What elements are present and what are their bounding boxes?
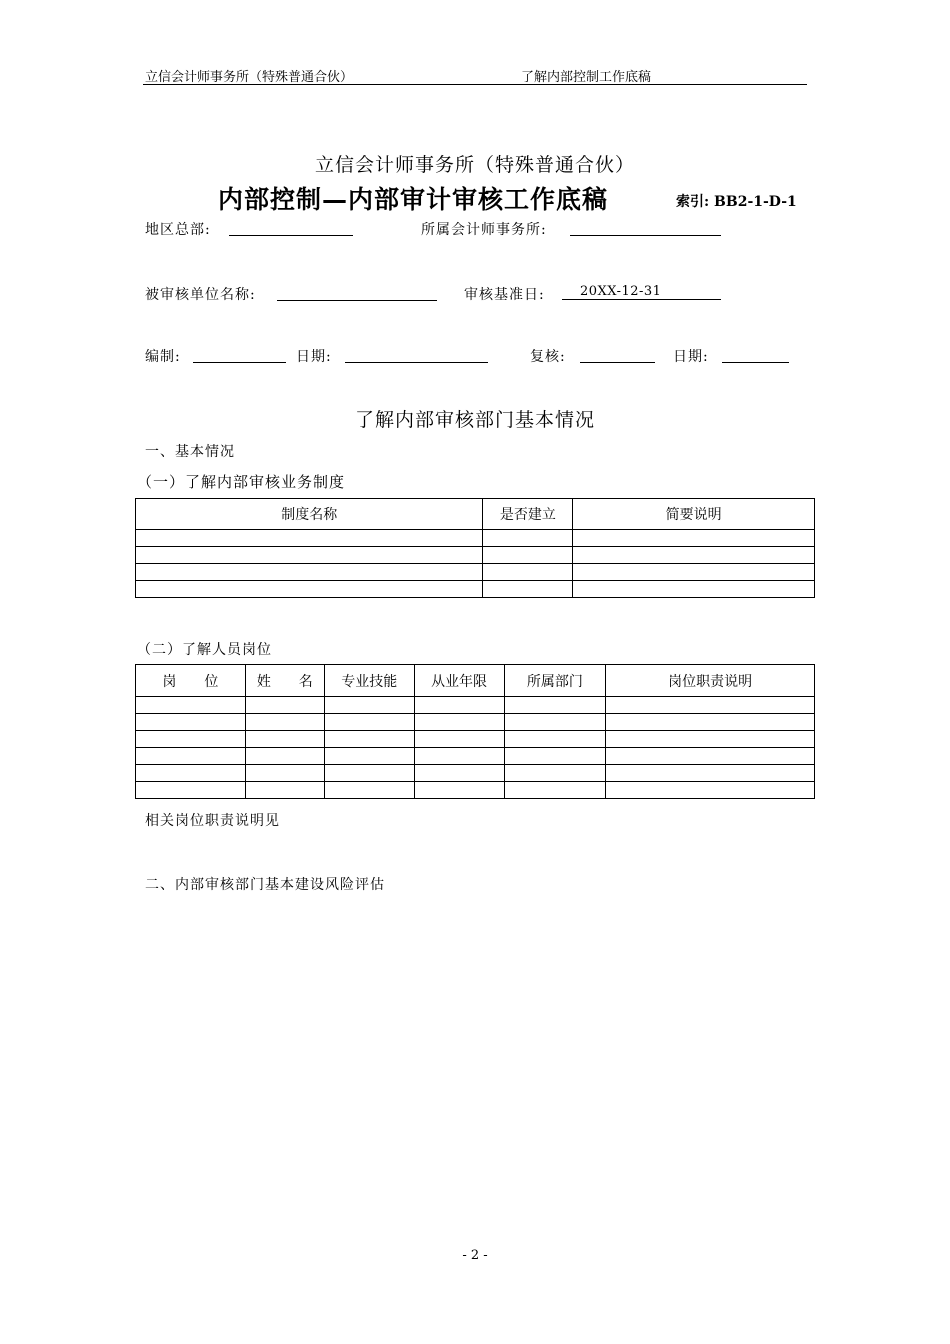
table-row: [136, 581, 815, 598]
firm-name: 立信会计师事务所（特殊普通合伙）: [314, 154, 635, 176]
region-label: 地区总部:: [145, 222, 211, 238]
office-label: 所属会计师事务所:: [421, 222, 547, 238]
table-row: [136, 765, 815, 782]
date1-field[interactable]: [345, 348, 488, 363]
date1-label: 日期:: [296, 349, 332, 365]
staff-table: [135, 664, 815, 799]
header-rule: [143, 84, 807, 85]
table-row: [136, 564, 815, 581]
review-field[interactable]: [580, 348, 655, 363]
col-header-system-name: 制度名称: [136, 499, 483, 530]
review-label: 复核:: [530, 349, 566, 365]
index-label: 索引: BB2-1-D-1: [676, 194, 797, 210]
table-row: [136, 731, 815, 748]
col-header-description: 简要说明: [573, 499, 815, 530]
section-1-heading: 一、基本情况: [145, 444, 235, 460]
entity-field[interactable]: [277, 286, 437, 301]
col-header-position: 岗 位: [136, 665, 246, 697]
page-title: 内部控制—内部审计审核工作底稿: [218, 185, 609, 214]
header-right: 了解内部控制工作底稿: [521, 70, 652, 85]
table-row: [136, 748, 815, 765]
date2-label: 日期:: [673, 349, 709, 365]
base-date-value: 20XX-12-31: [580, 284, 662, 299]
duties-note: 相关岗位职责说明见: [145, 813, 280, 829]
col-header-department: 所属部门: [504, 665, 606, 697]
entity-label: 被审核单位名称:: [145, 287, 256, 303]
table-row: [136, 714, 815, 731]
table-row: [136, 697, 815, 714]
table-row: [136, 530, 815, 547]
prepared-label: 编制:: [145, 349, 181, 365]
header-left: 立信会计师事务所（特殊普通合伙）: [145, 70, 354, 85]
table-row: [136, 547, 815, 564]
section-1-1-heading: （一）了解内部审核业务制度: [137, 473, 346, 491]
prepared-field[interactable]: [193, 348, 286, 363]
section-2-heading: 二、内部审核部门基本建设风险评估: [145, 877, 385, 893]
base-date-label: 审核基准日:: [464, 287, 545, 303]
table-row: [136, 782, 815, 799]
system-table: [135, 498, 815, 598]
date2-field[interactable]: [722, 348, 789, 363]
section-1-2-heading: （二）了解人员岗位: [137, 642, 272, 658]
page-number: - 2 -: [462, 1248, 488, 1263]
col-header-name: 姓 名: [245, 665, 324, 697]
subtitle: 了解内部审核部门基本情况: [354, 409, 595, 431]
col-header-duties: 岗位职责说明: [606, 665, 815, 697]
base-date-field[interactable]: [562, 284, 721, 300]
col-header-years: 从业年限: [414, 665, 504, 697]
region-field[interactable]: [229, 221, 353, 236]
col-header-established: 是否建立: [483, 499, 573, 530]
col-header-skills: 专业技能: [324, 665, 414, 697]
office-field[interactable]: [570, 221, 721, 236]
